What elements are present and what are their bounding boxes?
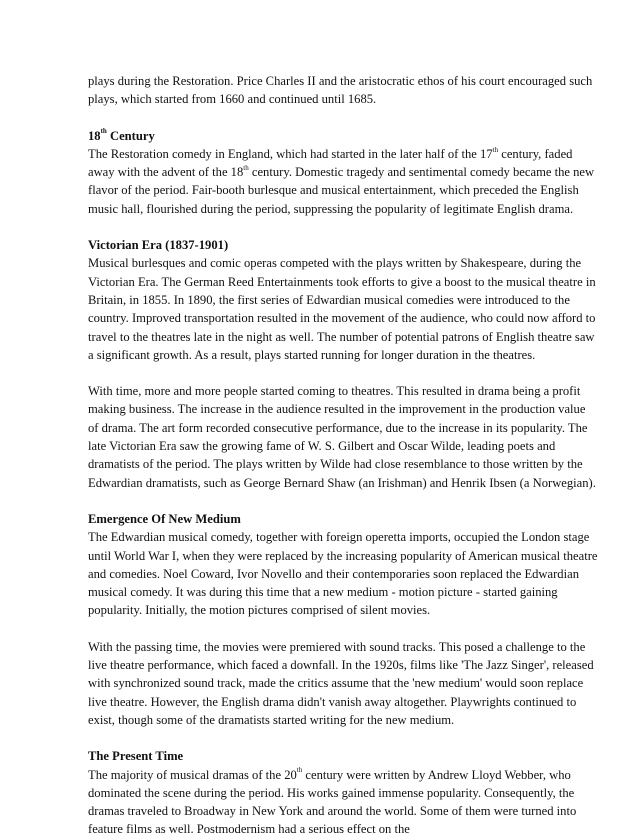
time-paragraph (88, 382, 598, 492)
heading-text: Century (106, 128, 155, 143)
section-body: The Edwardian musical comedy, together with foreign operetta imports, occupied the London stage until World War I, when they were replaced by the increasing popularity of American musical theatre and comedies. Noel Coward, Ivor Novello and their contemporaries soon replaced the Edwardian musical comedy. It was during this time that a new medium - motion picture - started gaining popularity. Initially, the motion pictures comprised of silent movies. (88, 530, 598, 618)
section-body: Musical burlesques and comic operas competed with the plays written by Shakespeare, during the Victorian Era. The German Reed Entertainments took efforts to give a boost to the musical theatre in Britain, in 1855. In 1890, the first series of Edwardian musical comedies were introduced to the country. Improved transportation resulted in the movement of the audience, who could now afford to travel to the theatres late in the night as well. The number of potential patrons of English theatre saw a significant growth. As a result, plays started running for longer duration in the theatres. (88, 256, 596, 362)
section-emergence-new-medium (88, 510, 598, 620)
heading-number: 18 (88, 128, 101, 143)
section-heading: Victorian Era (1837-1901) (88, 238, 229, 253)
intro-paragraph (88, 72, 598, 109)
passing-time-paragraph (88, 638, 598, 729)
superscript: th (492, 145, 499, 154)
section-heading (88, 127, 598, 145)
section-heading: Emergence Of New Medium (88, 511, 241, 526)
body-text: century, faded away with the advent of the 18 (88, 146, 573, 180)
section-18th-century (88, 127, 598, 218)
superscript: th (296, 766, 303, 775)
section-body (88, 766, 598, 839)
body-text: The Restoration comedy in England, which had started in the later half of the 17 (88, 146, 493, 161)
section-heading: The Present Time (88, 749, 184, 764)
section-body: With the passing time, the movies were premiered with sound tracks. This posed a challenge to the live theatre performance, which faced a downfall. In the 1920s, films like 'The Jazz Singer', released with synchronized sound track, made the critics assume that the 'new medium' would soon replace live theatre. However, the English drama didn't vanish away altogether. Playwrights continued to exist, though some of the dramatists started writing for the new medium. (88, 639, 594, 727)
intro-text: plays during the Restoration. Price Charles II and the aristocratic ethos of his court encouraged such plays, which started from 1660 and continued until 1685. (88, 74, 593, 107)
section-body (88, 145, 598, 218)
body-text: The majority of musical dramas of the 20 (88, 767, 297, 782)
body-text: century were written by Andrew Lloyd Webber, who dominated the scene during the period. His works gained immense popularity. Consequently, the dramas traveled to Broadway in New York and around the world. Some of them were turned into feature films as well. Postmodernism had a serious effect on the (88, 767, 577, 837)
heading-superscript: th (100, 127, 107, 136)
section-body: With time, more and more people started coming to theatres. This resulted in drama being a profit making business. The increase in the audience resulted in the improvement in the production value of drama. The art form recorded consecutive performance, due to the increase in its popularity. The late Victorian Era saw the growing fame of W. S. Gilbert and Oscar Wilde, leading poets and dramatists of the period. The plays written by Wilde had close resemblance to those written by the Edwardian dramatists, such as George Bernard Shaw (an Irishman) and Henrik Ibsen (a Norwegian). (88, 384, 596, 490)
section-present-time (88, 747, 598, 838)
section-victorian-era (88, 236, 598, 364)
superscript: th (243, 164, 249, 172)
body-text: century. Domestic tragedy and sentimental comedy became the new flavor of the period. Fair-booth burlesque and musical entertainment, which preceded the English music hall, flourished during the period, suppressing the popularity of legitimate English drama. (88, 165, 595, 216)
